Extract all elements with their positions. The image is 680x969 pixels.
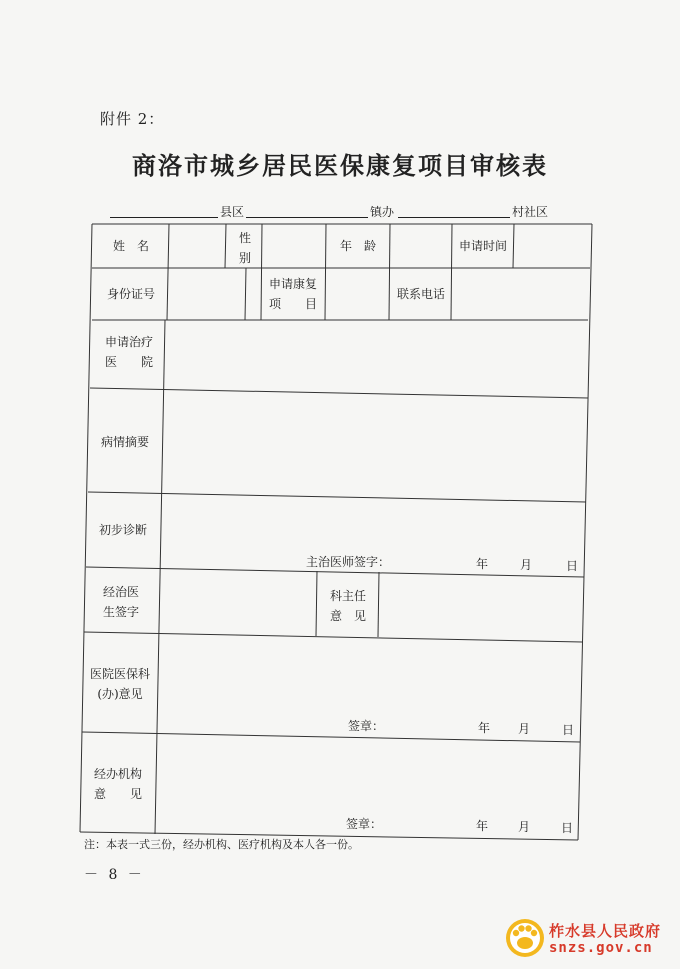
dept-head-label: 科主任 意 见 — [329, 589, 366, 623]
id-number-label: 身份证号 — [106, 287, 155, 301]
insurance-office-label: 医院医保科 (办)意见 — [89, 667, 150, 701]
treating-doctor-label: 经治医 生签字 — [102, 585, 139, 619]
county-label: 县区 — [220, 205, 245, 219]
paw-logo-icon — [505, 918, 545, 958]
site-url[interactable]: snzs.gov.cn — [549, 940, 653, 956]
age-label: 年 龄 — [339, 239, 376, 253]
month-label: 月 — [520, 558, 533, 572]
page-number: － 8 － — [84, 867, 145, 883]
form-title: 商洛市城乡居民医保康复项目审核表 — [132, 151, 548, 180]
year-label: 年 — [476, 557, 489, 571]
insurance-month-label: 月 — [518, 722, 531, 736]
agency-stamp-label: 签章： — [346, 817, 383, 831]
day-label: 日 — [566, 559, 579, 573]
gender-label: 性 别 — [238, 231, 251, 265]
attachment-label: 附件 2： — [100, 110, 165, 128]
footnote: 注：本表一式三份，经办机构、医疗机构及本人各一份。 — [84, 838, 359, 851]
hospital-label: 申请治疗 医 院 — [104, 335, 153, 369]
agency-year-label: 年 — [476, 819, 489, 833]
phone-label: 联系电话 — [396, 287, 445, 301]
insurance-stamp-label: 签章： — [348, 719, 385, 733]
rehab-project-label: 申请康复 项 目 — [268, 277, 317, 311]
attending-doctor-sign-label: 主治医师签字： — [306, 555, 391, 569]
diagnosis-label: 初步诊断 — [98, 523, 147, 537]
agency-day-label: 日 — [561, 821, 574, 835]
apply-time-label: 申请时间 — [458, 239, 507, 253]
village-label: 村社区 — [512, 205, 549, 219]
insurance-day-label: 日 — [562, 723, 575, 737]
site-name: 柞水县人民政府 — [549, 922, 662, 940]
agency-month-label: 月 — [518, 820, 531, 834]
summary-label: 病情摘要 — [100, 435, 149, 449]
name-label: 姓 名 — [112, 239, 149, 253]
agency-label: 经办机构 意 见 — [93, 767, 142, 801]
insurance-year-label: 年 — [478, 721, 491, 735]
town-label: 镇办 — [370, 205, 395, 219]
